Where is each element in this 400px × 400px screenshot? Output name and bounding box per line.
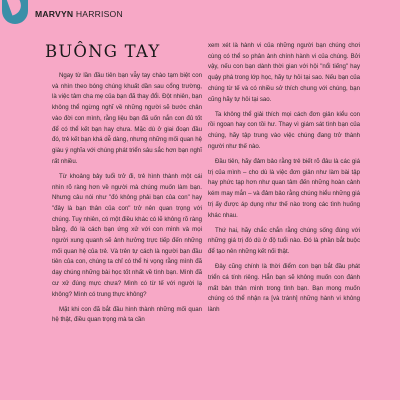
paragraph: Ngay từ lần đầu tiên bạn vẫy tay chào tạm biệt con và nhìn theo bóng chúng khuất dần sau cổng trường, là việc tâm cha mẹ của bạn đã thay đổi. Đột nhiên, bạn không thể ngừng nghĩ về những người sẽ bước chân vào đời con mình, rằng liệu bạn đã uốn nắn con đủ tốt để có thể kết bạn hay chưa. Mặc dù ở giai đoạn đầu đó, trẻ kết bạn khá dễ dàng, nhưng những mối quan hệ giàu ý nghĩa với chúng phát triển sâu sắc hơn bạn nghĩ rất nhiều.: [52, 72, 202, 165]
author-last-name: HARRISON: [75, 9, 123, 19]
paragraph: Mặt khi con đã bắt đầu hình thành những mối quan hệ thật, điều quan trọng mà ta cần: [52, 305, 202, 324]
left-column: [52, 71, 202, 331]
paragraph: Đầu tiên, hãy đảm bảo rằng trẻ biết rõ đâu là các giá trị của mình – cho dù là việc đơn giản như làm bài tập hay phức tạp hơn như quan tâm đến những hoàn cảnh kém may mắn – và đảm bảo rằng chúng hiểu những giá trị ấy được áp dụng như thế nào trong các tình huống khác nhau.: [208, 158, 360, 219]
paragraph: xem xét là hành vi của những người bạn chúng chơi cùng có thể so phân ảnh chính hành vi của chúng. Bởi vậy, nếu con bạn dành thời gian với hội "nổi tiếng" hay quậy phá trong lớp học, hãy tự hỏi tại sao. Nếu bạn của chúng từ tế và có nhiều sở thích chung với chúng, bạn cũng hãy tự hỏi tại sao.: [208, 42, 360, 103]
page-title: BUÔNG TAY: [45, 42, 161, 61]
paragraph: Ta không thể giải thích mọi cách đơn giản kiểu con rồi ngoan hay con tồi hư. Thay vì giám sát tình bạn của chúng, hãy tập trung vào việc chúng đang trở thành người như thế nào.: [208, 110, 360, 150]
paragraph: Từ khoảng bảy tuổi trở đi, trẻ hình thành một cái nhìn rõ ràng hơn về người mà chúng muốn làm bạn. Nhưng câu nói như "đó không phải bạn của con" hay "đây là bạn thân của con" trở nên quan trọng với chúng. Tuy nhiên, có một điều khác có lẽ không rõ ràng bằng, đó là cách bạn ứng xử với con mình và mọi người xung quanh sẽ ảnh hưởng trực tiếp đến những mối quan hệ của trẻ. Và trên tự cách là người bạn đầu tiên của con, chúng ta chỉ có thể hi vọng rằng mình đã dạy chúng những bài học tốt nhất về tình bạn. Mình đã cư xử đúng mực chưa? Mình có từ tế với người lạ không? Mình có trung thực không?: [52, 172, 202, 298]
publisher-logo: [2, 0, 28, 24]
paragraph: Thứ hai, hãy chắc chắn rằng chúng sống đúng với những giá trị đó dù ở độ tuổi nào. Đó là phần bắt buộc để tạo nên những kết nối thật.: [208, 226, 360, 256]
right-column: [208, 41, 360, 320]
author-first-name: MARVYN: [35, 9, 74, 19]
author-name: [35, 9, 123, 19]
paragraph: Đây cũng chính là thời điểm con bạn bắt đầu phát triển cá tính riêng. Hẳn bạn sẽ không muốn con đánh mất bản thân mình trong tình bạn. Bạn mong muốn chúng có thể nhận ra [và tránh] những hành vi không lành: [208, 263, 360, 314]
